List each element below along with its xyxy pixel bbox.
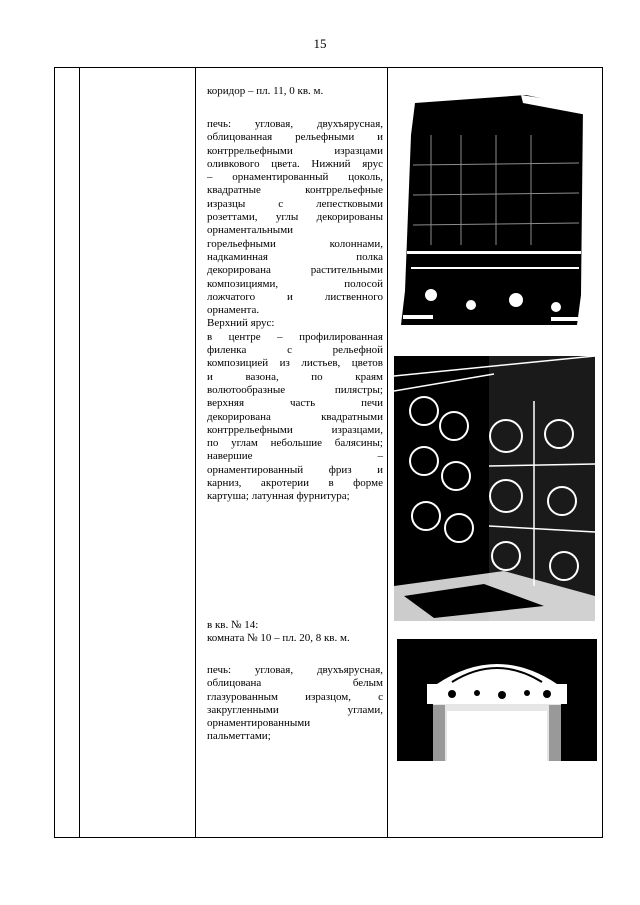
text-line: орнаментированными <box>207 717 311 730</box>
text-line: декорирована квадратными <box>207 410 383 423</box>
text-line: закругленными углами, <box>207 703 383 716</box>
text-line: навершие – <box>207 450 383 463</box>
stove-photo-1 <box>401 95 587 325</box>
text-line: декорирована растительными <box>207 264 383 277</box>
text-line: верхняя часть печи <box>207 397 383 410</box>
page-number: 15 <box>313 36 327 51</box>
text-line: ложчатого и лиственного <box>207 290 383 303</box>
apartment-line: в кв. № 14: <box>207 619 259 631</box>
text-line: орнаментальными <box>207 224 294 237</box>
text-line: карниз, акротерии в форме <box>207 477 383 490</box>
stove-photo-3 <box>397 639 597 761</box>
stove-photo-2 <box>394 356 595 621</box>
text-line: орнаментированный фриз и <box>207 463 383 476</box>
text-line: надкаминная полка <box>207 250 383 263</box>
text-line: облицована белым <box>207 677 383 690</box>
text-line: волютообразные пилястры; <box>207 383 383 396</box>
text-line: композицией из листьев, цветов <box>207 357 383 370</box>
column-divider <box>387 68 388 837</box>
text-line: картуша; латунная фурнитура; <box>207 490 350 503</box>
text-line: и вазона, по краям <box>207 370 383 383</box>
text-line: глазурованным изразцом, с <box>207 690 383 703</box>
text-line: квадратные контррельефные <box>207 184 383 197</box>
text-line: облицованная рельефными и <box>207 131 383 144</box>
text-line: печь: угловая, двухъярусная, <box>207 664 383 676</box>
apartment-block <box>207 619 383 646</box>
document-table <box>54 67 603 838</box>
text-line: розеттами, углы декорированы <box>207 211 383 224</box>
column-divider <box>79 68 80 837</box>
text-line: печь: угловая, двухъярусная, <box>207 118 383 130</box>
corridor-line: коридор – пл. 11, 0 кв. м. <box>207 85 324 97</box>
upper-tier-heading: Верхний ярус: <box>207 317 275 330</box>
text-line: пальметтами; <box>207 730 271 743</box>
text-line: контррельефными изразцами <box>207 144 383 157</box>
text-line: филенка с рельефной <box>207 344 383 357</box>
text-line: по углам небольшие балясины; <box>207 437 383 450</box>
text-line: горельефными колоннами, <box>207 237 383 250</box>
text-line: оливкового цвета. Нижний ярус <box>207 157 383 170</box>
text-line: композициями, полосой <box>207 277 383 290</box>
stove-description-2 <box>207 664 383 744</box>
text-line: изразцы с лепестковыми <box>207 197 383 210</box>
text-line: орнамента. <box>207 304 260 317</box>
room-line: комната № 10 – пл. 20, 8 кв. м. <box>207 632 350 645</box>
stove-description-1 <box>207 118 383 504</box>
text-line: контррельефными изразцами, <box>207 423 383 436</box>
column-divider <box>195 68 196 837</box>
text-line: – орнаментированный цоколь, <box>207 171 383 184</box>
text-line: в центре – профилированная <box>207 330 383 343</box>
